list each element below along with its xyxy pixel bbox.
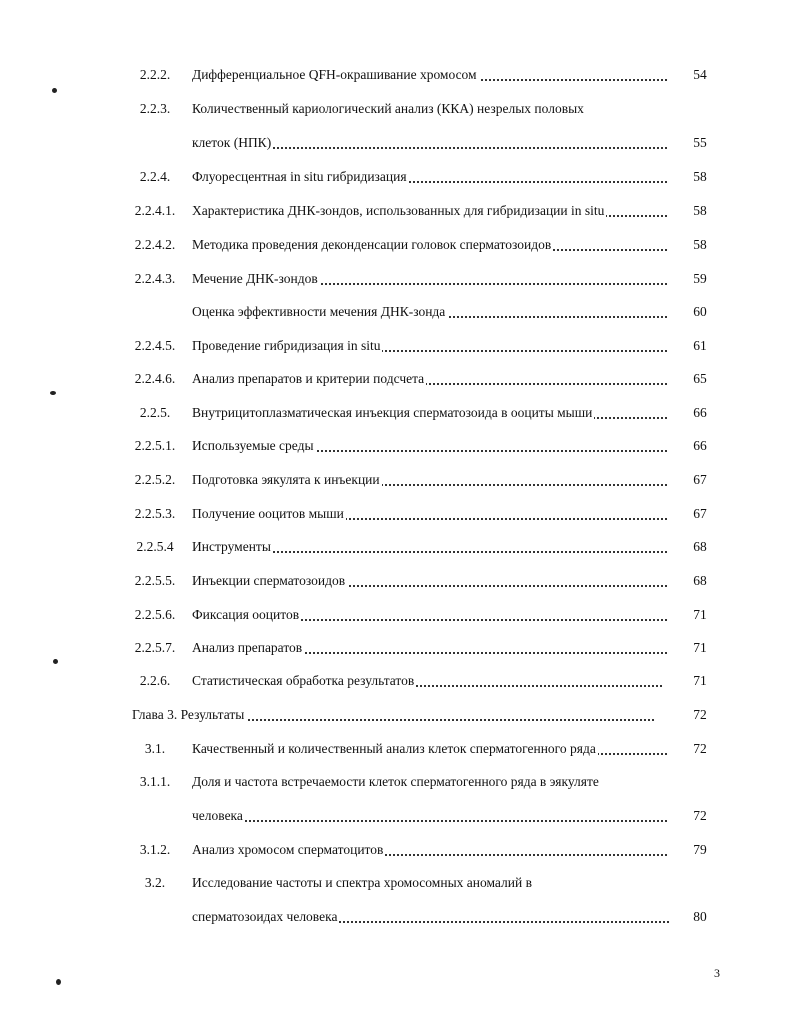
- toc-entry-title: Анализ препаратов: [192, 637, 667, 659]
- toc-entry: [0, 805, 794, 827]
- toc-entry: [0, 132, 794, 154]
- toc-entry-number: 2.2.2.: [139, 67, 171, 82]
- toc-entry-number: 2.2.5.3.: [134, 506, 176, 521]
- toc-entry-title: Характеристика ДНК-зондов, использованных для гибридизации in situ: [192, 200, 667, 222]
- toc-entry-title: Анализ хромосом сперматоцитов: [192, 839, 667, 861]
- toc-entry-page: 58: [693, 169, 707, 184]
- toc-entry-number: 2.2.4.3.: [134, 271, 176, 286]
- toc-entry-title: Подготовка эякулята к инъекции: [192, 469, 667, 491]
- toc-entry-page: 79: [693, 842, 707, 857]
- toc-entry-title: Качественный и количественный анализ клеток сперматогенного ряда: [192, 738, 667, 760]
- toc-entry: [0, 335, 794, 357]
- toc-entry-number: 2.2.4.6.: [134, 371, 176, 386]
- toc-entry-page: 55: [693, 135, 707, 150]
- toc-entry: [0, 872, 794, 894]
- toc-entry: [0, 637, 794, 659]
- toc-entry-title: Фиксация ооцитов: [192, 604, 667, 626]
- toc-entry-number: 2.2.5.5.: [134, 573, 176, 588]
- toc-entry-page: 59: [693, 271, 707, 286]
- toc-entry-title: сперматозоидах человека: [192, 906, 669, 928]
- toc-entry-title: Методика проведения деконденсации головок сперматозоидов: [192, 234, 667, 256]
- toc-entry: [0, 670, 794, 692]
- toc-entry-page: 58: [693, 203, 707, 218]
- toc-entry-title: Инструменты: [192, 536, 667, 558]
- toc-entry-title: Исследование частоты и спектра хромосомных аномалий в: [192, 875, 532, 890]
- toc-entry: [0, 166, 794, 188]
- toc-entry-title: Проведение гибридизация in situ: [192, 335, 667, 357]
- page-number: 3: [714, 966, 720, 980]
- toc-entry-number: 2.2.3.: [139, 101, 171, 116]
- toc-entry-number: 2.2.4.: [139, 169, 171, 184]
- toc-entry-title: Статистическая обработка результатов: [192, 670, 662, 692]
- toc-entry-number: 3.1.2.: [139, 842, 171, 857]
- toc-entry-page: 67: [693, 506, 707, 521]
- toc-entry-page: 60: [693, 304, 707, 319]
- dot-leader: [192, 820, 667, 822]
- toc-entry-title: клеток (НПК): [192, 132, 667, 154]
- toc-entry: [0, 704, 794, 726]
- toc-entry-page: 71: [693, 640, 707, 655]
- toc-entry-number: 2.2.6.: [139, 673, 171, 688]
- scan-speck: [52, 88, 57, 93]
- toc-entry-title: Оценка эффективности мечения ДНК-зонда: [192, 301, 667, 323]
- toc-entry: [0, 906, 794, 928]
- scan-speck: [53, 659, 58, 664]
- toc-entry-title: Инъекции сперматозоидов: [192, 570, 667, 592]
- toc-entry: [0, 234, 794, 256]
- toc-entry: [0, 268, 794, 290]
- toc-entry: [0, 200, 794, 222]
- toc-entry-page: 71: [693, 607, 707, 622]
- toc-entry-page: 61: [693, 338, 707, 353]
- toc-entry-page: 54: [693, 67, 707, 82]
- toc-entry-page: 72: [693, 707, 707, 722]
- toc-entry-page: 68: [693, 539, 707, 554]
- toc-entry-number: 2.2.4.2.: [134, 237, 176, 252]
- toc-entry-page: 67: [693, 472, 707, 487]
- toc-entry-title: Получение ооцитов мыши: [192, 503, 667, 525]
- toc-entry: [0, 738, 794, 760]
- toc-entry-number: 2.2.4.1.: [134, 203, 176, 218]
- toc-entry-number: 2.2.5.7.: [134, 640, 176, 655]
- toc-entry-title: Количественный кариологический анализ (ККА) незрелых половых: [192, 101, 584, 116]
- toc-entry-number: 2.2.5.6.: [134, 607, 176, 622]
- toc-entry: [0, 503, 794, 525]
- toc-entry: [0, 604, 794, 626]
- toc-entry-page: 72: [693, 808, 707, 823]
- toc-entry: [0, 570, 794, 592]
- toc-entry-page: 65: [693, 371, 707, 386]
- toc-entry-title: Флуоресцентная in situ гибридизация: [192, 166, 667, 188]
- toc-entry: [0, 402, 794, 424]
- toc-entry-number: 2.2.4.5.: [134, 338, 176, 353]
- toc-entry-number: 2.2.5.2.: [134, 472, 176, 487]
- toc-entry-number: 3.1.1.: [139, 774, 171, 789]
- toc-entry: [0, 435, 794, 457]
- toc-entry-title: Используемые среды: [192, 435, 667, 457]
- scan-speck: [50, 391, 56, 395]
- toc-entry: [0, 301, 794, 323]
- scan-speck: [56, 979, 61, 985]
- toc-entry-number: 3.2.: [144, 875, 166, 890]
- toc-entry: [0, 64, 794, 86]
- toc-entry: [0, 771, 794, 793]
- toc-entry-title: Мечение ДНК-зондов: [192, 268, 667, 290]
- toc-entry-page: 68: [693, 573, 707, 588]
- toc-entry-number: 2.2.5.1.: [134, 438, 176, 453]
- toc-entry-title: Внутрицитоплазматическая инъекция сперматозоида в ооциты мыши: [192, 402, 667, 424]
- toc-entry-title: Глава 3. Результаты: [132, 704, 654, 726]
- toc-entry-title: Доля и частота встречаемости клеток сперматогенного ряда в эякуляте: [192, 774, 599, 789]
- toc-entry: [0, 98, 794, 120]
- toc-entry-number: 2.2.5.: [139, 405, 171, 420]
- toc-entry: [0, 469, 794, 491]
- toc-entry: [0, 839, 794, 861]
- toc-entry-page: 72: [693, 741, 707, 756]
- toc-entry-page: 66: [693, 438, 707, 453]
- toc-entry-title: человека: [192, 805, 667, 827]
- toc-entry-number: 2.2.5.4: [136, 539, 174, 554]
- toc-entry-page: 58: [693, 237, 707, 252]
- toc-entry-title: Дифференциальное QFH-окрашивание хромосом: [192, 64, 667, 86]
- toc-entry-page: 80: [693, 909, 707, 924]
- toc-entry-page: 66: [693, 405, 707, 420]
- toc-entry-title: Анализ препаратов и критерии подсчета: [192, 368, 667, 390]
- toc-entry-number: 3.1.: [144, 741, 166, 756]
- toc-entry-page: 71: [693, 673, 707, 688]
- toc-entry: [0, 536, 794, 558]
- toc-entry: [0, 368, 794, 390]
